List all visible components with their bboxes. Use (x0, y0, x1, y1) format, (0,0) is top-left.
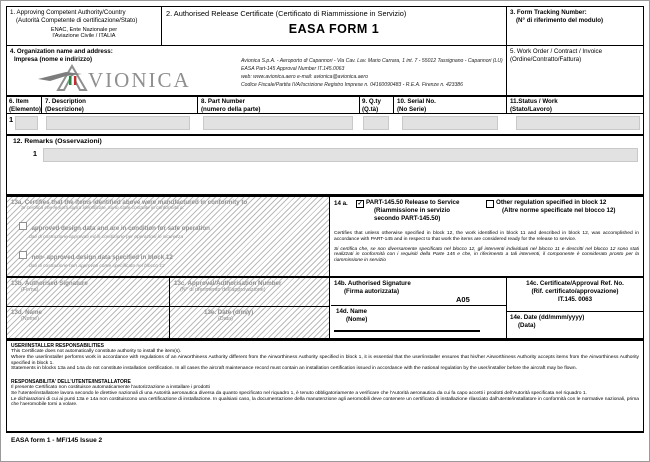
header-serial-no (393, 96, 507, 114)
header-serial-no-en: 10. Serial No. (397, 98, 436, 105)
divider-14b-14d (331, 305, 507, 306)
block14e-subtitle: (Data) (518, 321, 536, 329)
block13a-opt1-it: dati di costruzione approvati ed in condizione per operazioni in sicurezza (29, 235, 184, 240)
address-line-3: web: www.avionica.aero e-mail: avionica@avionica.aero (241, 73, 368, 80)
block13a-line-en: 13a. Certifies that the items identified above were manufactured in conformity to (11, 199, 248, 206)
description-field[interactable] (46, 116, 190, 130)
block2-title: 2. Authorised Release Certificate (Certificato di Riammissione in Servizio) (166, 9, 407, 18)
other-reg-line2: (Altre norme specificate nel blocco 12) (502, 207, 616, 214)
part145-opt-line3: secondo PART-145.50) (374, 215, 441, 222)
part145-opt-line2: (Riammissione in servizio (374, 207, 450, 214)
resp-it-line3: Le dichiarazioni di cui ai punti 13a e 14a non costituiscono una certificazione di installazione. In qualsiasi caso, la documentazione della manutenzione agli aeromobili deve contenere un certificato di installazione rilasciato dall'utente/installatore in conformità con le normative nazionali, prima che l'aeromobile torni a volare. (11, 396, 639, 408)
avionica-logo-graphic (36, 63, 236, 93)
block13d-name (6, 306, 170, 339)
block13d-title: 13d. Name (11, 309, 42, 316)
serial-no-field[interactable] (402, 116, 498, 130)
organization-address (241, 58, 503, 94)
block5-subtitle: (Ordine/Contratto/Fattura) (510, 55, 582, 63)
block14e-title: 14e. Date (dd/mmm/yyyy) (510, 314, 585, 321)
block12-title: 12. Remarks (Osservazioni) (13, 138, 102, 145)
form-footer-reference: EASA form 1 - MF/145 Issue 2 (11, 437, 103, 444)
block14c-subtitle: (Rif. certificato/approvazione) (531, 287, 619, 295)
approved-design-checkbox[interactable] (19, 222, 27, 230)
other-reg-line1: Other regulation specified in block 12 (496, 199, 607, 206)
qty-field[interactable] (363, 116, 389, 130)
block5-work-order (506, 45, 644, 96)
block3-title: 3. Form Tracking Number: (510, 9, 587, 16)
block5-title: 5. Work Order / Contract / Invoice (510, 48, 603, 55)
header-qty (359, 96, 394, 114)
item-row-number: 1 (9, 115, 14, 124)
block4-title: 4. Organization name and address: (10, 48, 113, 55)
block14c-certificate-ref (506, 277, 644, 312)
block1-subtitle: (Autorità Competente di certificazione/Stato) (16, 16, 138, 24)
header-item (6, 96, 42, 114)
block4-subtitle: Impresa (nome e indirizzo) (14, 55, 93, 63)
responsibilities-block (6, 341, 644, 432)
block13a-line-it: Si certifica che le parti sopra identificate, sono state costruite in conformità a: (21, 206, 184, 211)
header-status-work (506, 96, 644, 114)
block14b-title: 14b. Authorised Signature (334, 280, 411, 287)
item-field[interactable] (15, 116, 38, 130)
check-icon: ✓ (357, 201, 363, 207)
header-qty-en: 9. Q.ty (362, 98, 381, 105)
non-approved-design-checkbox[interactable] (19, 251, 27, 259)
header-part-number-en: 8. Part Number (201, 98, 246, 105)
header-description-it: (Descrizione) (45, 105, 84, 113)
resp-en-line2: Where the user/installer performs work in accordance with regulations of an Airworthiness Authority different from the Airworthiness Authority specified in block 1, it is essential that the user/installer ensures that his/her Airworthiness Authority accepts items from the Airworthiness Authority specified in block 1. (11, 354, 639, 366)
header-qty-it: (Q.tà) (362, 105, 379, 113)
name-signature-line[interactable] (334, 330, 480, 332)
block13a-opt1-label: approved design data and are in condition for safe operation (31, 225, 210, 232)
resp-en-title: USER/INSTALLER RESPONSABILITIES (11, 343, 104, 349)
header-item-it: (Elemento) (9, 105, 41, 113)
block3-form-tracking-number (506, 6, 644, 46)
block13c-title: 13c. Approval/Authorisation Number (174, 280, 282, 287)
remarks-field[interactable] (43, 148, 638, 162)
block1-title: 1. Approving Competent Authority/Country (10, 9, 126, 16)
header-status-work-it: (Stato/Lavoro) (510, 105, 552, 113)
other-regulation-checkbox[interactable] (486, 200, 494, 208)
block14e-date (506, 311, 644, 339)
block1-authority-line2: l'Aviazione Civile / ITALIA (52, 33, 116, 40)
block14d-title: 14d. Name (336, 308, 367, 315)
block14a-paragraph-it: Si certifica che, se non diversamente specificato nel blocco 12, gli interventi individuati nel blocco 11 e descritti nel blocco 12 sono stati realizzati in conformità con i requisiti della Parte 145 e che, in riferimento a tali interventi, il componente è considerato pronto per la riammissione in servizio (334, 246, 639, 264)
block1-authority-line1: ENAC, Ente Nazionale per (50, 26, 118, 33)
part145-release-checkbox[interactable] (356, 200, 364, 208)
form-bottom-border (6, 431, 644, 433)
svg-text:VIONICA: VIONICA (88, 68, 191, 92)
block13b-authorised-signature (6, 277, 170, 307)
remarks-row-number: 1 (32, 149, 37, 158)
address-line-4: Codice Fiscale/Partita IVA/Iscrizione Registro Imprese n. 04160090483 - R.E.A. Firenze n. 423386 (241, 81, 463, 88)
block14d-subtitle: (Nome) (346, 316, 368, 323)
header-serial-no-it: (No Serie) (397, 105, 427, 113)
block13e-date (169, 306, 330, 339)
block2-certificate-title (161, 6, 507, 46)
block13e-title: 13e. Date (d/m/y) (204, 309, 254, 316)
block13c-subtitle: (N° di riferimento dell'approvazione) (180, 287, 266, 293)
block13b-subtitle: (Firma) (21, 287, 39, 293)
part145-opt-line1: PART-145.50 Release to Service (366, 199, 460, 206)
block14a-release-to-service (329, 196, 644, 277)
block13d-subtitle: (Nome) (21, 316, 39, 322)
resp-it-line1: Il presente Certificato non costituisce automaticamente l'autorizzazione a installare i prodotti (11, 385, 210, 391)
header-description (41, 96, 198, 114)
block13e-subtitle: (Data) (218, 316, 233, 322)
header-part-number-it: (numero della parte) (201, 105, 261, 113)
block13a-opt2-label: non- approved design data specified in block 12 (31, 254, 173, 261)
block13b-title: 13b. Authorised Signature (11, 280, 88, 287)
header-description-en: 7. Description (45, 98, 86, 105)
block14a-label: 14 a. (334, 200, 348, 207)
avionica-logo (36, 63, 236, 93)
status-work-field[interactable] (516, 116, 640, 130)
block13a-opt2-it: dati di costruzione non approvati come specificato nel blocco 12 (29, 264, 165, 269)
part-number-field[interactable] (203, 116, 353, 130)
signature-stamp-a05: A05 (456, 295, 470, 304)
header-item-en: 6. Item (9, 98, 29, 105)
easa-form-1-heading: EASA FORM 1 (288, 22, 380, 37)
resp-en-line1: This Certificate does not automatically constitute authority to install the item(s). (11, 349, 182, 354)
block14c-title: 14c. Certificate/Approval Ref. No. (526, 280, 624, 287)
block3-subtitle: (N° di riferimento del modulo) (516, 16, 604, 24)
header-status-work-en: 11.Status / Work (510, 98, 558, 105)
block14a-paragraph-en: Certifies that unless otherwise specified in block 12, the work identified in block 11 and described in block 12, was accomplished in accordance with PART-145 and in respect to that work the items are considered ready for the release to service. (334, 231, 639, 242)
header-part-number (197, 96, 360, 114)
block13c-approval-number (169, 277, 330, 307)
address-line-1: Avionica S.p.A. - Aeroporto di Capannori - Via Cav. Lav. Mario Carrara, 1 int. 7 - 55012 Tassignano - Capannori (LU) (241, 58, 503, 64)
certificate-ref-value: IT.145. 0063 (557, 295, 593, 303)
resp-it-title: RESPONSABILITA' DELL'UTENTE/INSTALLATORE (11, 379, 131, 386)
resp-it-line2: Se l'utente/installatore lavora secondo le direttive nazionali di una Autorità aeronautica diversa da quanto specificato nel riquadro 1, è tenuto obbligatoriamente a verificare che l'Autorità aeronautica da cui fa capo accetti i prodotti dell'Autorità specificata nel riquadro 1. (11, 390, 587, 396)
block1-approving-authority (6, 6, 162, 46)
block14b-subtitle: (Firma autorizzata) (344, 287, 400, 295)
block13a-manufacture-cert (6, 196, 330, 277)
address-line-2: EASA Part-145 Approval Number IT.145.0063 (241, 65, 345, 72)
resp-en-line3: Statements in blocks 13a and 14a do not constitute installation certification. In all cases the aircraft maintenance record must contain an installation certification issued in accordance with the national regulation by the user/installer before the aircraft may be flown. (11, 366, 577, 372)
